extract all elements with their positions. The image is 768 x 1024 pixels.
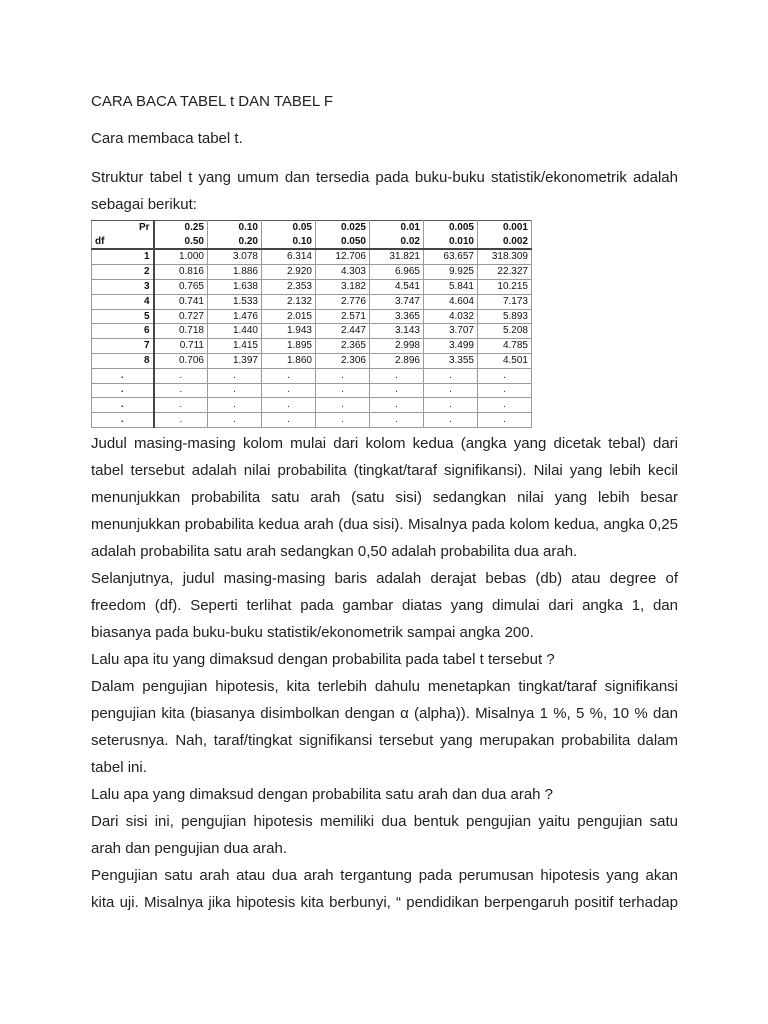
table-row — [92, 324, 532, 339]
value-cell: 5.208 — [478, 324, 532, 339]
paragraph-question-probability — [91, 646, 678, 673]
value-cell: 2.998 — [370, 339, 424, 354]
value-cell: 3.182 — [316, 280, 370, 295]
value-cell: 3.355 — [424, 354, 478, 369]
one-tail-header: 0.001 — [478, 221, 532, 235]
value-cell: 4.785 — [478, 339, 532, 354]
two-tail-header: 0.10 — [262, 235, 316, 250]
text-line: tabel ini. — [91, 759, 147, 776]
one-tail-header: 0.025 — [316, 221, 370, 235]
value-cell: 63.657 — [424, 249, 478, 264]
value-cell: 1.943 — [262, 324, 316, 339]
value-cell: 6.314 — [262, 249, 316, 264]
ellipsis-cell: . — [208, 368, 262, 383]
text-line: pengujian kita (biasanya disimbolkan dengan α (alpha)). Misalnya 1 %, 5 %, 10 % dan — [91, 705, 678, 722]
text-line: menunjukkan probabilita kedua arah (dua sisi). Misalnya pada kolom kedua, angka 0,25 — [91, 516, 678, 533]
intro-paragraph — [91, 164, 678, 218]
one-tail-header: 0.10 — [208, 221, 262, 235]
document-title: CARA BACA TABEL t DAN TABEL F — [91, 93, 334, 110]
two-tail-header: 0.20 — [208, 235, 262, 250]
value-cell: 3.499 — [424, 339, 478, 354]
one-tail-header: 0.005 — [424, 221, 478, 235]
table-row — [92, 265, 532, 280]
value-cell: 1.000 — [154, 249, 208, 264]
table-header-row — [92, 221, 532, 235]
document-subtitle: Cara membaca tabel t. — [91, 130, 243, 147]
paragraph-question-directions — [91, 781, 678, 808]
text-line: Dari sisi ini, pengujian hipotesis memiliki dua bentuk pengujian yaitu pengujian satu — [91, 813, 678, 830]
df-label: df — [92, 235, 154, 250]
table-row — [92, 339, 532, 354]
df-cell: 8 — [92, 354, 154, 369]
value-cell: 3.747 — [370, 294, 424, 309]
text-line: biasanya pada buku-buku statistik/ekonometrik sampai angka 200. — [91, 624, 534, 641]
two-tail-header: 0.010 — [424, 235, 478, 250]
ellipsis-cell: . — [262, 413, 316, 428]
value-cell: 2.776 — [316, 294, 370, 309]
t-table-figure — [91, 220, 531, 428]
ellipsis-cell: . — [262, 383, 316, 398]
paragraph-significance-level — [91, 673, 678, 781]
df-cell: 2 — [92, 265, 154, 280]
ellipsis-cell: . — [424, 368, 478, 383]
ellipsis-row — [92, 413, 532, 428]
value-cell: 9.925 — [424, 265, 478, 280]
value-cell: 4.501 — [478, 354, 532, 369]
text-line: sebagai berikut: — [91, 196, 197, 213]
paragraph-test-forms — [91, 808, 678, 862]
one-tail-header: 0.05 — [262, 221, 316, 235]
text-line: tabel tersebut adalah nilai probabilita (tingkat/taraf signifikansi). Nilai yang lebih kecil — [91, 462, 678, 479]
value-cell: 0.741 — [154, 294, 208, 309]
value-cell: 1.895 — [262, 339, 316, 354]
value-cell: 2.365 — [316, 339, 370, 354]
value-cell: 3.143 — [370, 324, 424, 339]
ellipsis-cell: . — [154, 383, 208, 398]
text-line: arah dan pengujian dua arah. — [91, 840, 287, 857]
ellipsis-cell: . — [92, 413, 154, 428]
value-cell: 318.309 — [478, 249, 532, 264]
value-cell: 2.353 — [262, 280, 316, 295]
table-row — [92, 354, 532, 369]
ellipsis-cell: . — [92, 368, 154, 383]
ellipsis-cell: . — [316, 383, 370, 398]
value-cell: 1.415 — [208, 339, 262, 354]
ellipsis-cell: . — [154, 368, 208, 383]
ellipsis-cell: . — [478, 398, 532, 413]
text-line: freedom (df). Seperti terlihat pada gambar diatas yang dimulai dari angka 1, dan — [91, 597, 678, 614]
ellipsis-row — [92, 383, 532, 398]
ellipsis-cell: . — [154, 413, 208, 428]
table-row — [92, 294, 532, 309]
text-line: Lalu apa yang dimaksud dengan probabilita satu arah dan dua arah ? — [91, 786, 554, 803]
value-cell: 0.727 — [154, 309, 208, 324]
text-line: kita uji. Misalnya jika hipotesis kita berbunyi, “ pendidikan berpengaruh positif terhadap — [91, 894, 678, 911]
df-cell: 3 — [92, 280, 154, 295]
text-line: Judul masing-masing kolom mulai dari kolom kedua (angka yang dicetak tebal) dari — [91, 435, 678, 452]
value-cell: 1.638 — [208, 280, 262, 295]
df-cell: 6 — [92, 324, 154, 339]
value-cell: 4.032 — [424, 309, 478, 324]
two-tail-header: 0.02 — [370, 235, 424, 250]
ellipsis-cell: . — [478, 368, 532, 383]
text-line: Lalu apa itu yang dimaksud dengan probabilita pada tabel t tersebut ? — [91, 651, 555, 668]
value-cell: 4.604 — [424, 294, 478, 309]
paragraph-degrees-of-freedom — [91, 565, 678, 646]
two-tail-header: 0.002 — [478, 235, 532, 250]
two-tail-header: 0.50 — [154, 235, 208, 250]
ellipsis-cell: . — [92, 383, 154, 398]
ellipsis-cell: . — [424, 413, 478, 428]
value-cell: 5.841 — [424, 280, 478, 295]
value-cell: 7.173 — [478, 294, 532, 309]
value-cell: 10.215 — [478, 280, 532, 295]
ellipsis-cell: . — [316, 413, 370, 428]
two-tail-header: 0.050 — [316, 235, 370, 250]
value-cell: 3.078 — [208, 249, 262, 264]
value-cell: 4.541 — [370, 280, 424, 295]
value-cell: 1.476 — [208, 309, 262, 324]
value-cell: 4.303 — [316, 265, 370, 280]
value-cell: 3.707 — [424, 324, 478, 339]
ellipsis-row — [92, 368, 532, 383]
value-cell: 2.015 — [262, 309, 316, 324]
ellipsis-cell: . — [208, 383, 262, 398]
value-cell: 2.896 — [370, 354, 424, 369]
value-cell: 2.132 — [262, 294, 316, 309]
value-cell: 2.447 — [316, 324, 370, 339]
value-cell: 1.886 — [208, 265, 262, 280]
ellipsis-cell: . — [262, 398, 316, 413]
value-cell: 1.440 — [208, 324, 262, 339]
one-tail-header: 0.25 — [154, 221, 208, 235]
value-cell: 0.816 — [154, 265, 208, 280]
text-line: Pengujian satu arah atau dua arah tergantung pada perumusan hipotesis yang akan — [91, 867, 678, 884]
paragraph-hypothesis-example — [91, 862, 678, 916]
ellipsis-cell: . — [208, 413, 262, 428]
paragraph-probability-headers — [91, 430, 678, 565]
value-cell: 31.821 — [370, 249, 424, 264]
value-cell: 1.397 — [208, 354, 262, 369]
value-cell: 3.365 — [370, 309, 424, 324]
text-line: adalah probabilita satu arah sedangkan 0,50 adalah probabilita dua arah. — [91, 543, 578, 560]
text-line: Struktur tabel t yang umum dan tersedia pada buku-buku statistik/ekonometrik adalah — [91, 169, 678, 186]
ellipsis-row — [92, 398, 532, 413]
value-cell: 0.718 — [154, 324, 208, 339]
ellipsis-cell: . — [316, 368, 370, 383]
value-cell: 1.860 — [262, 354, 316, 369]
value-cell: 0.706 — [154, 354, 208, 369]
ellipsis-cell: . — [478, 413, 532, 428]
value-cell: 0.711 — [154, 339, 208, 354]
df-cell: 4 — [92, 294, 154, 309]
ellipsis-cell: . — [424, 398, 478, 413]
value-cell: 2.571 — [316, 309, 370, 324]
table-row — [92, 249, 532, 264]
table-row — [92, 309, 532, 324]
ellipsis-cell: . — [424, 383, 478, 398]
text-line: Dalam pengujian hipotesis, kita terlebih dahulu menetapkan tingkat/taraf signifikansi — [91, 678, 678, 695]
value-cell: 12.706 — [316, 249, 370, 264]
table-row — [92, 280, 532, 295]
text-line: Selanjutnya, judul masing-masing baris adalah derajat bebas (db) atau degree of — [91, 570, 678, 587]
ellipsis-cell: . — [208, 398, 262, 413]
value-cell: 2.306 — [316, 354, 370, 369]
ellipsis-cell: . — [262, 368, 316, 383]
ellipsis-cell: . — [370, 383, 424, 398]
df-cell: 5 — [92, 309, 154, 324]
value-cell: 22.327 — [478, 265, 532, 280]
pr-label: Pr — [92, 221, 154, 235]
text-line: seterusnya. Nah, taraf/tingkat signifikansi tersebut yang merupakan probabilita dalam — [91, 732, 678, 749]
value-cell: 0.765 — [154, 280, 208, 295]
ellipsis-cell: . — [370, 368, 424, 383]
ellipsis-cell: . — [478, 383, 532, 398]
value-cell: 1.533 — [208, 294, 262, 309]
ellipsis-cell: . — [154, 398, 208, 413]
df-cell: 7 — [92, 339, 154, 354]
value-cell: 2.920 — [262, 265, 316, 280]
df-cell: 1 — [92, 249, 154, 264]
text-line: menunjukkan probabilita satu arah (satu sisi) sedangkan nilai yang lebih besar — [91, 489, 678, 506]
t-table-body — [92, 221, 532, 428]
table-header-row — [92, 235, 532, 250]
ellipsis-cell: . — [316, 398, 370, 413]
one-tail-header: 0.01 — [370, 221, 424, 235]
t-distribution-table — [91, 220, 532, 428]
value-cell: 6.965 — [370, 265, 424, 280]
ellipsis-cell: . — [370, 398, 424, 413]
ellipsis-cell: . — [370, 413, 424, 428]
ellipsis-cell: . — [92, 398, 154, 413]
value-cell: 5.893 — [478, 309, 532, 324]
